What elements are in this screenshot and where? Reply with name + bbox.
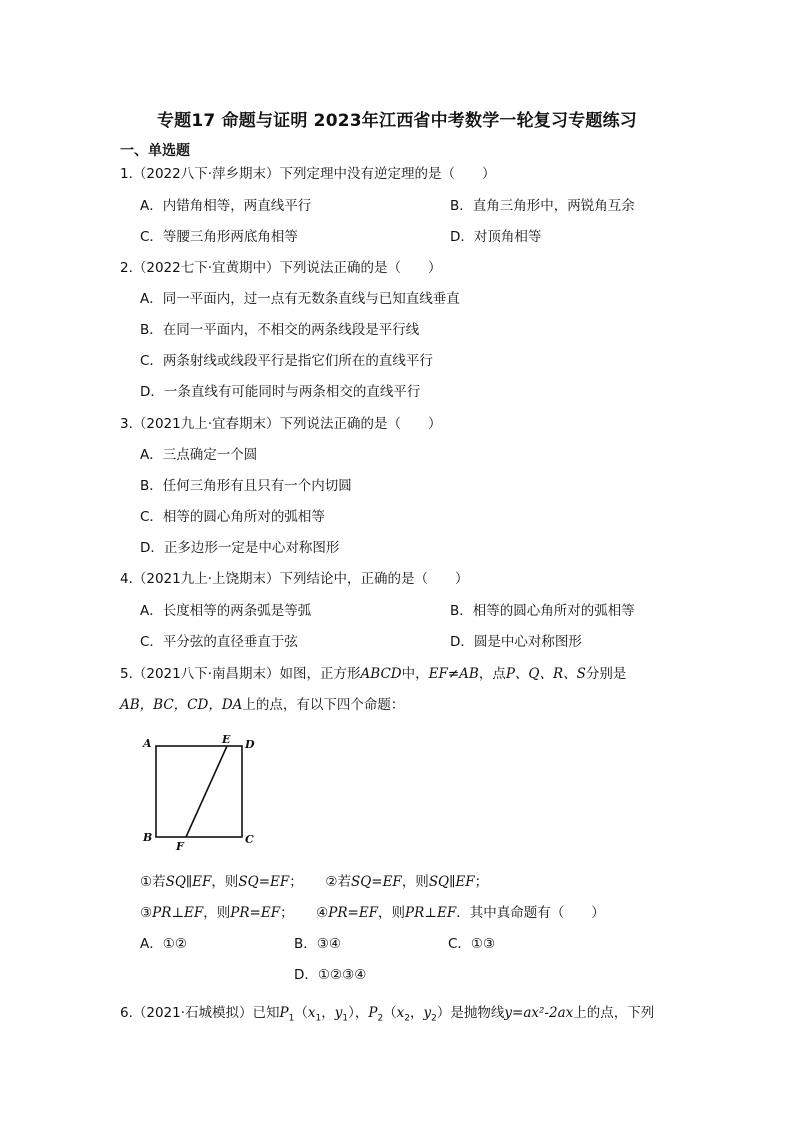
q6-text-end: 上的点，下列: [573, 1005, 655, 1021]
question-4-option-c: C．平分弦的直径垂直于弦: [140, 634, 298, 650]
prop4-e: ．其中真命题有（ ）: [456, 905, 605, 921]
q5-square-name: ABCD: [360, 666, 402, 682]
question-3-option-b: B．任何三角形有且只有一个内切圆: [140, 478, 352, 494]
prop2-e: ；: [474, 874, 489, 890]
q6-y2-sub: 2: [431, 1013, 437, 1024]
question-4-option-d: D．圆是中心对称图形: [450, 634, 582, 650]
q6-p1-open: （: [294, 1005, 308, 1021]
square-abcd: [156, 746, 242, 837]
label-d: D: [245, 738, 255, 751]
label-c: C: [245, 833, 254, 846]
label-b: B: [143, 831, 153, 844]
question-5-option-c: C．①③: [448, 936, 496, 952]
q5-condition: EF≠AB: [428, 666, 479, 682]
q6-p1-sub: 1: [288, 1013, 295, 1024]
question-4-option-b: B．相等的圆心角所对的弧相等: [450, 603, 635, 619]
label-a: A: [143, 737, 152, 750]
q6-y1: y: [334, 1005, 343, 1021]
question-4-stem: 4.（2021九上·上饶期末）下列结论中，正确的是（ ）: [120, 571, 469, 587]
q5-sides: AB，BC，CD，DA: [120, 697, 243, 713]
prop2-c: ，则: [401, 874, 429, 890]
question-4-option-a: A．长度相等的两条弧是等弧: [140, 603, 312, 619]
question-1-option-a: A．内错角相等，两直线平行: [140, 198, 312, 214]
document-title: 专题17 命题与证明 2023年江西省中考数学一轮复习专题练习: [156, 111, 637, 131]
prop2-d: SQ∥EF: [428, 874, 475, 890]
question-5-option-b: B．③④: [294, 936, 341, 952]
q6-x1: x: [307, 1005, 316, 1021]
q5-stem-text-a: 5.（2021八下·南昌期末）如图，正方形: [120, 666, 361, 682]
prop1-c: ，则: [211, 874, 239, 890]
question-3-option-d: D．正多边形一定是中心对称图形: [140, 540, 340, 556]
q5-stem-text-g: 分别是: [585, 666, 627, 682]
prop1-d: SQ=EF: [238, 874, 290, 890]
segment-ef: [186, 746, 227, 837]
prop3-d: PR=EF: [230, 905, 281, 921]
q6-y2: y: [423, 1005, 432, 1021]
q5-propositions-line1: [140, 873, 488, 891]
q5-stem-text-e: ，点: [478, 666, 506, 682]
question-2-option-c: C．两条射线或线段平行是指它们所在的直线平行: [140, 353, 433, 369]
prop1-b: SQ∥EF: [165, 874, 212, 890]
prop3-c: ，则: [203, 905, 231, 921]
section-heading: 一、单选题: [120, 143, 190, 159]
prop2-a: ②若: [325, 874, 351, 890]
question-5-stem-line2: [120, 696, 404, 714]
q6-p2-sub: 2: [377, 1013, 384, 1024]
q6-comma1: ，: [321, 1005, 335, 1021]
q6-equation: y=ax²-2ax: [504, 1005, 574, 1021]
q6-p2: P: [368, 1005, 378, 1021]
question-2-option-d: D．一条直线有可能同时与两条相交的直线平行: [140, 384, 421, 400]
q5-points: P、Q、R、S: [505, 666, 586, 682]
question-3-option-a: A．三点确定一个圆: [140, 447, 258, 463]
square-diagram: [140, 732, 260, 852]
q5-line2-text: 上的点，有以下四个命题：: [242, 697, 405, 713]
question-3-option-c: C．相等的圆心角所对的弧相等: [140, 509, 325, 525]
question-1-option-b: B．直角三角形中，两锐角互余: [450, 198, 635, 214]
q6-y1-sub: 1: [342, 1013, 349, 1024]
question-2-option-b: B．在同一平面内，不相交的两条线段是平行线: [140, 322, 420, 338]
q6-x2: x: [396, 1005, 405, 1021]
question-2-stem: 2.（2022七下·宜黄期中）下列说法正确的是（ ）: [120, 260, 442, 276]
question-5-stem: [120, 665, 626, 683]
question-1-option-c: C．等腰三角形两底角相等: [140, 229, 298, 245]
prop3-e: ；: [280, 905, 294, 921]
square-figure: [140, 732, 260, 852]
prop4-b: PR=EF: [328, 905, 379, 921]
question-1-stem: 1.（2022八下·萍乡期末）下列定理中没有逆定理的是（ ）: [120, 166, 496, 182]
q5-propositions-line2: [140, 904, 605, 922]
question-3-stem: 3.（2021九上·宜春期末）下列说法正确的是（ ）: [120, 416, 442, 432]
q5-stem-text-c: 中，: [401, 666, 429, 682]
q6-p2-open: （: [383, 1005, 397, 1021]
prop1-a: ①若: [140, 874, 166, 890]
prop3-a: ③: [140, 905, 153, 921]
question-1-option-d: D．对顶角相等: [450, 229, 542, 245]
q6-p1: P: [279, 1005, 289, 1021]
question-6-stem: [120, 1004, 654, 1028]
q6-text-a: 6.（2021·石城模拟）已知: [120, 1005, 280, 1021]
q6-p2-close: ）是抛物线: [436, 1005, 505, 1021]
question-5-option-d: D．①②③④: [294, 967, 367, 983]
prop3-b: PR⊥EF: [152, 905, 204, 921]
question-5-option-a: A．①②: [140, 936, 187, 952]
q6-x1-sub: 1: [315, 1013, 322, 1024]
question-2-option-a: A．同一平面内，过一点有无数条直线与已知直线垂直: [140, 291, 460, 307]
prop2-b: SQ=EF: [350, 874, 402, 890]
q6-p1-close: ），: [348, 1005, 369, 1021]
label-f: F: [176, 840, 184, 852]
prop4-c: ，则: [378, 905, 406, 921]
prop1-e: ；: [289, 874, 303, 890]
q6-comma2: ，: [410, 1005, 424, 1021]
prop4-a: ④: [316, 905, 329, 921]
prop4-d: PR⊥EF: [405, 905, 457, 921]
q6-x2-sub: 2: [404, 1013, 411, 1024]
label-e: E: [222, 733, 231, 746]
